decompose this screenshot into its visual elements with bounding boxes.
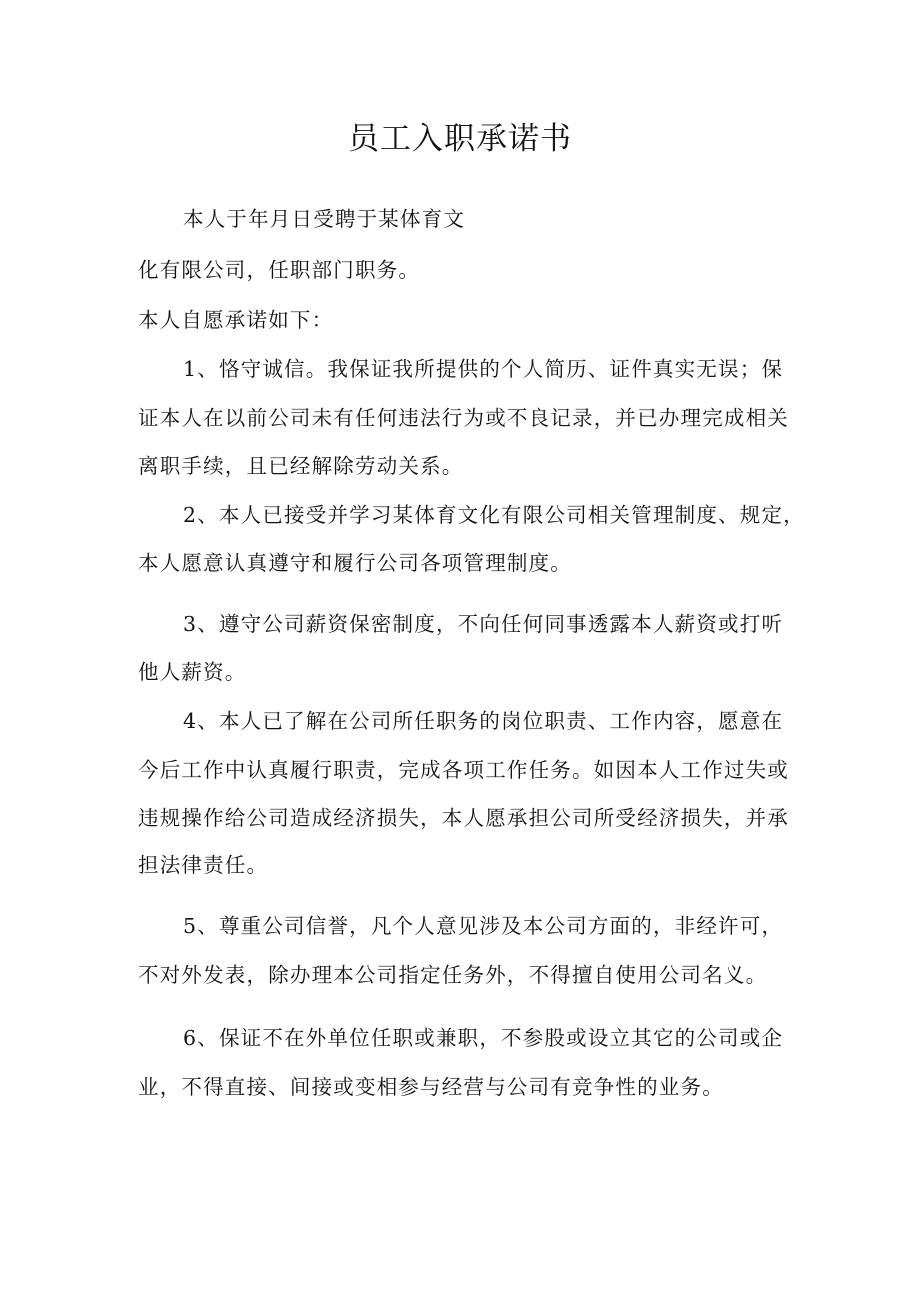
commitment-item-3-line: 3、遵守公司薪资保密制度，不向任何同事透露本人薪资或打听 xyxy=(183,612,784,636)
intro-line: 化有限公司，任职部门职务。 xyxy=(138,258,421,282)
commitment-item-1-line: 离职手续，且已经解除劳动关系。 xyxy=(138,454,464,478)
commitment-item-5-line: 5、尊重公司信誉，凡个人意见涉及本公司方面的，非经许可， xyxy=(183,914,784,938)
commitment-item-4-line: 今后工作中认真履行职责，完成各项工作任务。如因本人工作过失或 xyxy=(138,758,789,782)
commitment-item-4-line: 违规操作给公司造成经济损失，本人愿承担公司所受经济损失，并承 xyxy=(138,806,789,830)
commitment-item-1-line: 1、恪守诚信。我保证我所提供的个人简历、证件真实无误；保 xyxy=(183,357,784,381)
commitment-item-1-line: 证本人在以前公司未有任何违法行为或不良记录，并已办理完成相关 xyxy=(138,406,789,430)
commitment-item-5-line: 不对外发表，除办理本公司指定任务外，不得擅自使用公司名义。 xyxy=(138,963,768,987)
commitment-item-6-line: 6、保证不在外单位任职或兼职，不参股或设立其它的公司或企 xyxy=(183,1026,784,1050)
commitment-item-3-line: 他人薪资。 xyxy=(138,660,247,684)
commitment-item-4-line: 担法律责任。 xyxy=(138,853,269,877)
intro-line: 本人于年月日受聘于某体育文 xyxy=(183,207,466,231)
commitment-item-4-line: 4、本人已了解在公司所任职务的岗位职责、工作内容，愿意在 xyxy=(183,709,784,733)
commitment-item-6-line: 业，不得直接、间接或变相参与经营与公司有竞争性的业务。 xyxy=(138,1075,724,1099)
commitment-item-2-line: 本人愿意认真遵守和履行公司各项管理制度。 xyxy=(138,551,572,575)
intro-line: 本人自愿承诺如下： xyxy=(138,308,334,332)
document-title: 员工入职承诺书 xyxy=(348,121,572,157)
commitment-item-2-line: 2、本人已接受并学习某体育文化有限公司相关管理制度、规定， xyxy=(183,503,805,527)
